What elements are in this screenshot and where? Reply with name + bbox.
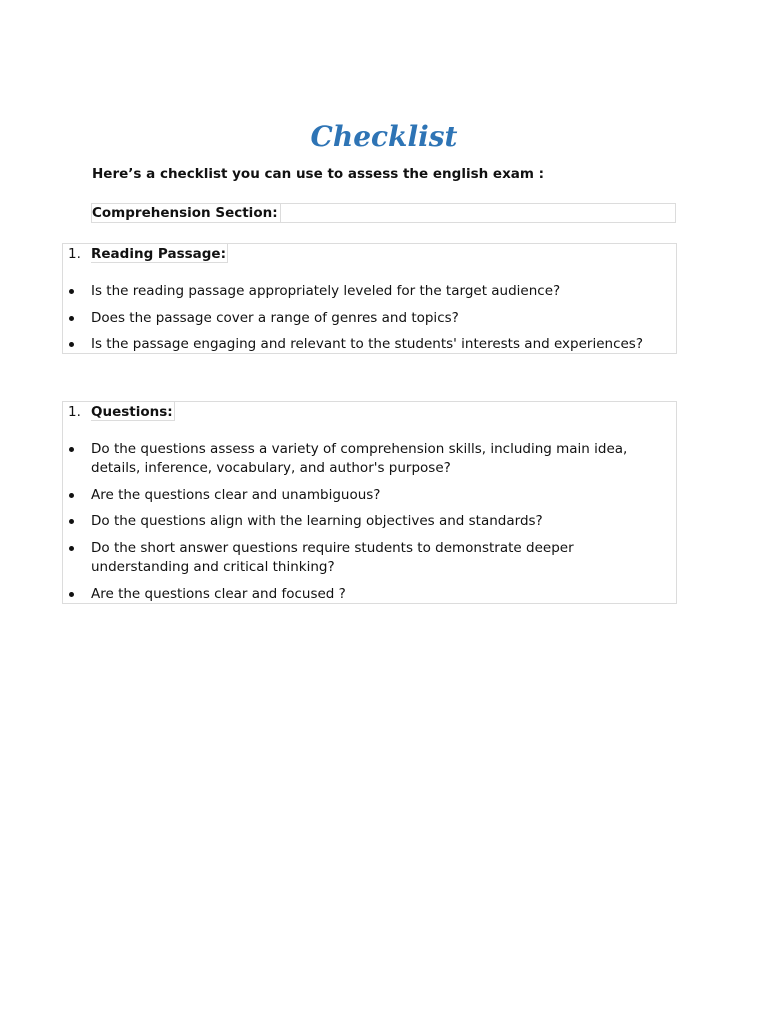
bullet-list (63, 440, 678, 611)
questions-block (62, 401, 677, 604)
list-item (63, 539, 678, 577)
list-item (63, 585, 678, 604)
reading-passage-block (62, 243, 677, 354)
list-item-text: Is the reading passage appropriately leveled for the target audience? (91, 283, 561, 299)
bullet-icon (69, 592, 74, 597)
list-item-text: Do the questions align with the learning objectives and standards? (91, 513, 543, 530)
list-item (63, 486, 678, 505)
list-number: 1. (68, 404, 81, 420)
bullet-icon (69, 342, 74, 347)
list-item-text: Are the questions clear and unambiguous? (91, 486, 381, 503)
block-heading: Reading Passage: (91, 246, 226, 262)
bullet-icon (69, 289, 74, 294)
list-item-text: Do the questions assess a variety of comprehension skills, including main idea, details, inference, vocabulary, and author's purpose? (91, 441, 628, 476)
bullet-icon (69, 493, 74, 498)
bullet-icon (69, 546, 74, 551)
bullet-icon (69, 447, 74, 452)
list-item (63, 282, 678, 301)
bullet-icon (69, 519, 74, 524)
block-heading: Questions: (91, 404, 173, 420)
list-item (63, 512, 678, 531)
list-item-text: Are the questions clear and focused ? (91, 585, 346, 602)
bullet-list (63, 282, 678, 362)
list-item-text: Does the passage cover a range of genres and topics? (91, 309, 459, 326)
list-item (63, 335, 678, 354)
section-heading-box (91, 203, 676, 223)
section-heading: Comprehension Section: (92, 204, 281, 222)
list-number: 1. (68, 246, 81, 262)
intro-text: Here’s a checklist you can use to assess the english exam : (92, 166, 545, 182)
page-title: Checklist (310, 119, 458, 153)
list-item-text: Is the passage engaging and relevant to the students' interests and experiences? (91, 336, 644, 353)
bullet-icon (69, 316, 74, 321)
list-item-text: Do the short answer questions require students to demonstrate deeper understanding and critical thinking? (91, 540, 574, 576)
list-item (63, 309, 678, 328)
list-item (63, 440, 678, 478)
